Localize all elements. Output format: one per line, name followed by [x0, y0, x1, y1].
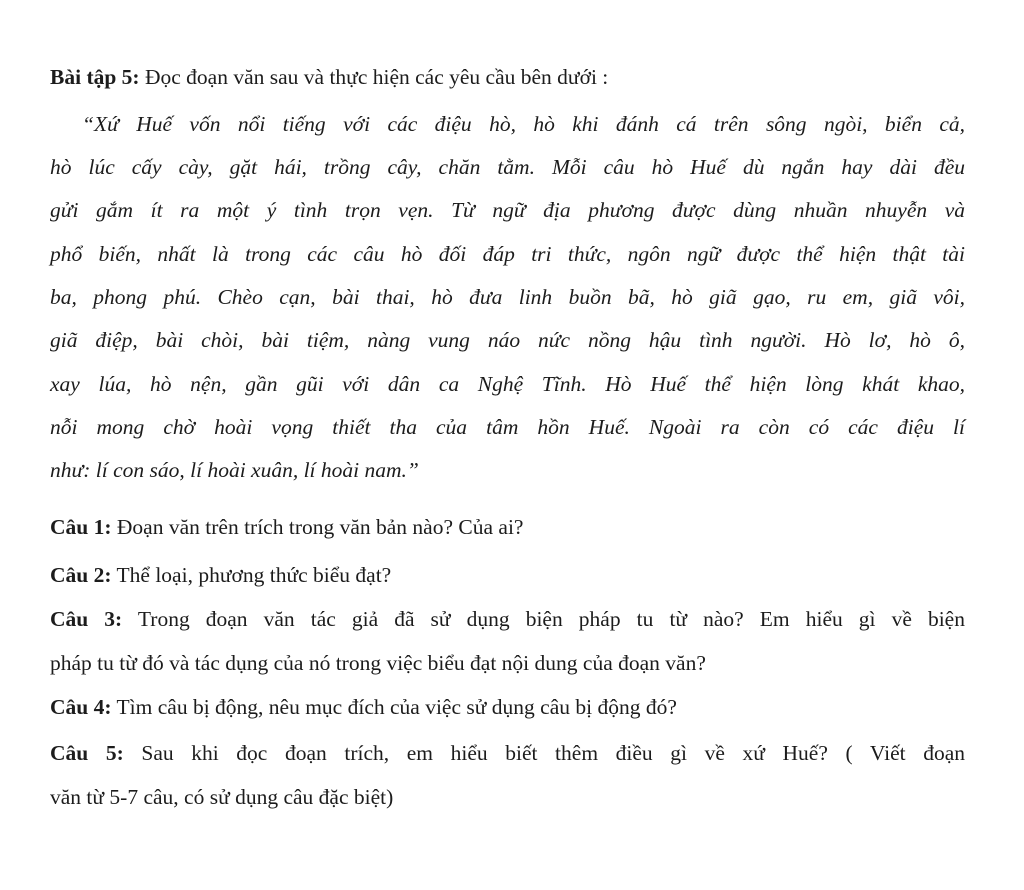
question-label: Câu 4: [50, 695, 112, 719]
passage-line: hò lúc cấy cày, gặt hái, trồng cây, chăn tằm. Mỗi câu hò Huế dù ngắn hay dài đều [50, 155, 965, 179]
passage-line: xay lúa, hò nện, gần gũi với dân ca Nghệ Tĩnh. Hò Huế thể hiện lòng khát khao, [50, 372, 965, 396]
question-4 [50, 692, 965, 722]
exercise-label: Bài tập 5: [50, 65, 140, 89]
question-label: Câu 2: [50, 563, 112, 587]
passage-line: ba, phong phú. Chèo cạn, bài thai, hò đưa linh buồn bã, hò giã gạo, ru em, giã vôi, [50, 285, 965, 309]
question-text: Trong đoạn văn tác giả đã sử dụng biện pháp tu từ nào? Em hiểu gì về biện [137, 607, 965, 631]
question-text: Đoạn văn trên trích trong văn bản nào? Của ai? [116, 515, 524, 539]
passage-line: nỗi mong chờ hoài vọng thiết tha của tâm hồn Huế. Ngoài ra còn có các điệu lí [50, 415, 965, 439]
question-2 [50, 560, 965, 590]
question-5-continuation: văn từ 5-7 câu, có sử dụng câu đặc biệt) [50, 785, 394, 809]
question-text: Sau khi đọc đoạn trích, em hiểu biết thêm điều gì về xứ Huế? ( Viết đoạn [141, 741, 965, 765]
question-3-continuation: pháp tu từ đó và tác dụng của nó trong việc biểu đạt nội dung của đoạn văn? [50, 651, 706, 675]
exercise-heading [50, 62, 965, 92]
question-label: Câu 5: [50, 741, 124, 765]
passage-line: “Xứ Huế vốn nổi tiếng với các điệu hò, hò khi đánh cá trên sông ngòi, biển cả, [82, 112, 965, 136]
question-text: Tìm câu bị động, nêu mục đích của việc sử dụng câu bị động đó? [116, 695, 677, 719]
passage-line: như: lí con sáo, lí hoài xuân, lí hoài nam.” [50, 458, 419, 482]
question-label: Câu 3: [50, 607, 123, 631]
question-1 [50, 512, 965, 542]
passage-line: phổ biến, nhất là trong các câu hò đối đáp tri thức, ngôn ngữ được thể hiện thật tài [50, 242, 965, 266]
question-3 [50, 604, 965, 634]
passage-line: giã điệp, bài chòi, bài tiệm, nàng vung náo nức nồng hậu tình người. Hò lơ, hò ô, [50, 328, 965, 352]
passage-line: gửi gắm ít ra một ý tình trọn vẹn. Từ ngữ địa phương được dùng nhuần nhuyễn và [50, 198, 965, 222]
exercise-instruction: Đọc đoạn văn sau và thực hiện các yêu cầu bên dưới : [144, 65, 609, 89]
question-5 [50, 738, 965, 768]
question-text: Thể loại, phương thức biểu đạt? [116, 563, 392, 587]
question-label: Câu 1: [50, 515, 112, 539]
